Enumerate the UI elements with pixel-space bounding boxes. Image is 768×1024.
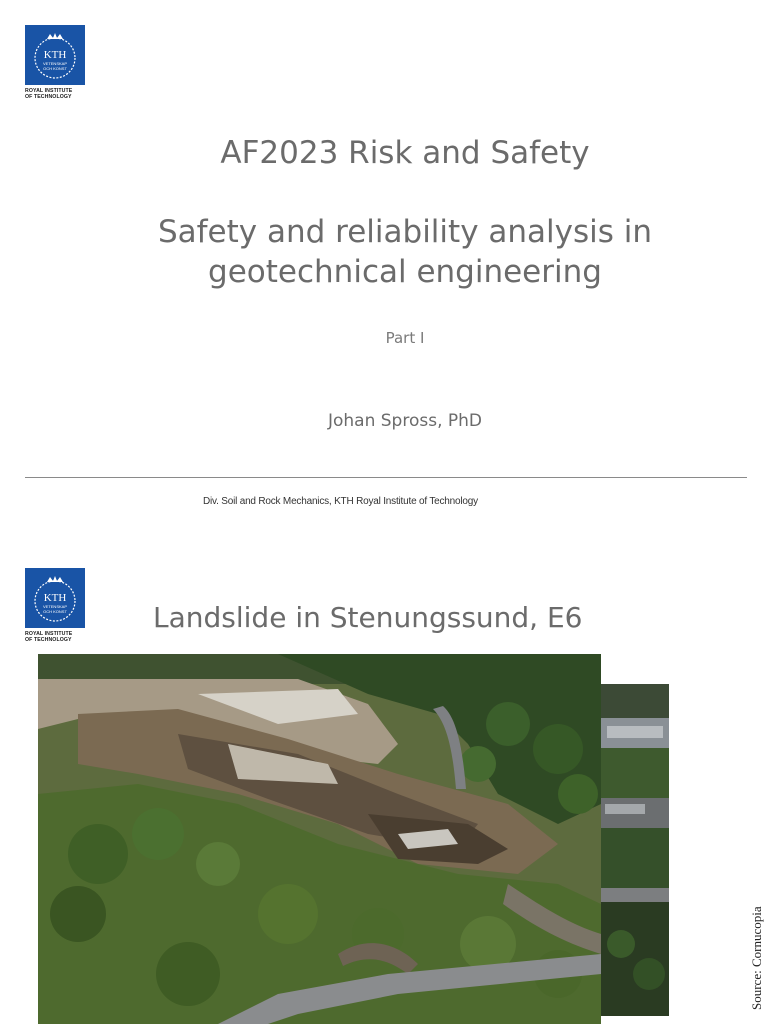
image-source-credit: Source: Cornucopia xyxy=(749,906,764,1010)
kth-emblem xyxy=(25,25,85,85)
landslide-aerial-photo xyxy=(38,654,601,1024)
slide-title: Landslide in Stenungssund, E6 xyxy=(153,601,583,634)
author-name: Johan Spross, PhD xyxy=(327,411,483,431)
subtitle-line1: Safety and reliability analysis in xyxy=(157,214,653,250)
kth-logo xyxy=(25,25,87,100)
footer-text: Div. Soil and Rock Mechanics, KTH Royal Institute of Technology xyxy=(203,496,478,507)
logo-caption-line2: OF TECHNOLOGY xyxy=(25,94,72,100)
svg-text:VETENSKAP: VETENSKAP xyxy=(42,604,68,609)
logo-caption-line1: ROYAL INSTITUTE xyxy=(25,631,73,637)
svg-text:KTH: KTH xyxy=(43,592,67,604)
lecture-subtitle xyxy=(0,212,768,292)
logo-caption-line2: OF TECHNOLOGY xyxy=(25,637,72,643)
kth-emblem xyxy=(25,568,85,628)
svg-text:OCH KONST: OCH KONST xyxy=(43,609,67,614)
subtitle-line2: geotechnical engineering xyxy=(208,254,602,290)
logo-caption-line1: ROYAL INSTITUTE xyxy=(25,88,73,94)
svg-text:VETENSKAP: VETENSKAP xyxy=(42,61,68,66)
course-title: AF2023 Risk and Safety xyxy=(220,135,590,171)
footer-divider xyxy=(25,477,747,478)
logo-caption xyxy=(25,88,87,100)
svg-text:OCH KONST: OCH KONST xyxy=(43,66,67,71)
logo-caption xyxy=(25,631,87,643)
kth-logo xyxy=(25,568,87,643)
side-aerial-photo xyxy=(601,684,669,1016)
part-label: Part I xyxy=(385,329,425,347)
landslide-slide xyxy=(0,540,768,1024)
svg-text:KTH: KTH xyxy=(43,49,67,61)
